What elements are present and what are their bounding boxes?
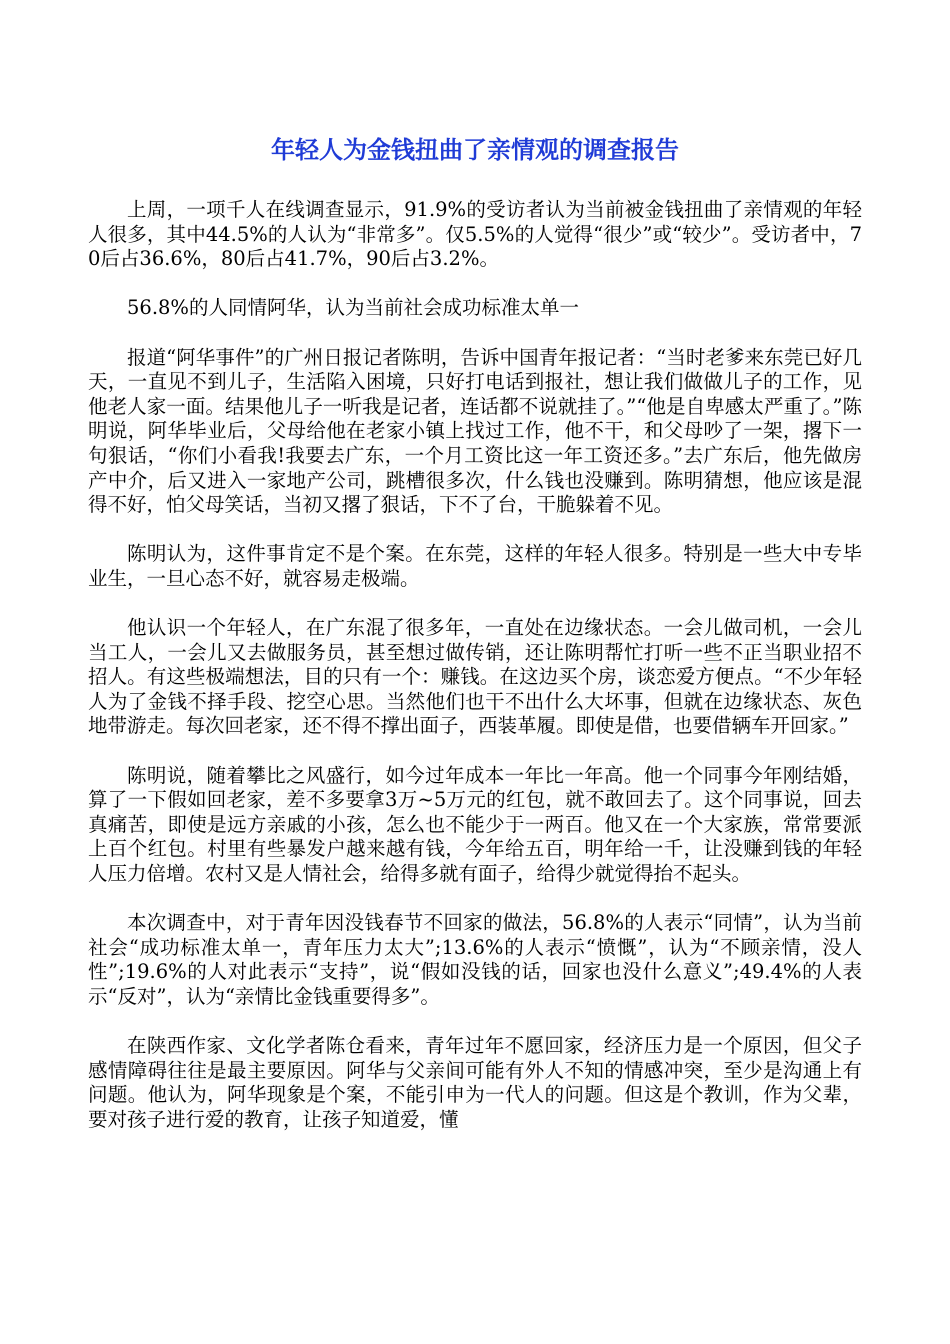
document-body: [88, 198, 862, 1133]
paragraph-reporter-account: 报道“阿华事件”的广州日报记者陈明，告诉中国青年报记者：“当时老爹来东莞已好几天，一直见不到儿子，生活陷入困境，只好打电话到报社，想让我们做做儿子的工作，见他老人家一面。结果他儿子一听我是记者，连话都不说就挂了。”“他是自卑感太严重了。”陈明说，阿华毕业后，父母给他在老家小镇上找过工作，他不干，和父母吵了一架，撂下一句狠话，“你们小看我!我要去广东，一个月工资比这一年工资还多。”去广东后，他先做房产中介，后又进入一家地产公司，跳槽很多次，什么钱也没赚到。陈明猜想，他应该是混得不好，怕父母笑话，当初又撂了狠话，下不了台，干脆躲着不见。: [88, 345, 862, 517]
paragraph-survey-attitudes: 本次调查中，对于青年因没钱春节不回家的做法，56.8%的人表示“同情”，认为当前社会“成功标准太单一，青年压力太大”;13.6%的人表示“愤慨”，认为“不顾亲情，没人性”;19.6%的人对此表示“支持”，说“假如没钱的话，回家也没什么意义”;49.4%的人表示“反对”，认为“亲情比金钱重要得多”。: [88, 911, 862, 1008]
paragraph-not-isolated-case: 陈明认为，这件事肯定不是个案。在东莞，这样的年轻人很多。特别是一些大中专毕业生，一旦心态不好，就容易走极端。: [88, 542, 862, 590]
paragraph-subheading: 56.8%的人同情阿华，认为当前社会成功标准太单一: [127, 296, 579, 320]
paragraph-holiday-costs: 陈明说，随着攀比之风盛行，如今过年成本一年比一年高。他一个同事今年刚结婚，算了一下假如回老家，差不多要拿3万~5万元的红包，就不敢回去了。这个同事说，回去真痛苦，即使是远方亲戚的小孩，怎么也不能少于一两百。他又在一个大家族，常常要派上百个红包。村里有些暴发户越来越有钱，今年给五百，明年给一千，让没赚到钱的年轻人压力倍增。农村又是人情社会，给得多就有面子，给得少就觉得抬不起头。: [88, 763, 862, 886]
paragraph-scholar-view: 在陕西作家、文化学者陈仓看来，青年过年不愿回家，经济压力是一个原因，但父子感情障碍往往是最主要原因。阿华与父亲间可能有外人不知的情感冲突，至少是沟通上有问题。他认为，阿华现象是个案，不能引申为一代人的问题。但这是个教训，作为父辈，要对孩子进行爱的教育，让孩子知道爱，懂: [88, 1034, 862, 1131]
document-title: 年轻人为金钱扭曲了亲情观的调查报告: [271, 136, 679, 164]
paragraph-young-man-example: 他认识一个年轻人，在广东混了很多年，一直处在边缘状态。一会儿做司机，一会儿当工人，一会儿又去做服务员，甚至想过做传销，还让陈明帮忙打听一些不正当职业招不招人。有这些极端想法，目的只有一个：赚钱。在这边买个房，谈恋爱方便点。“不少年轻人为了金钱不择手段、挖空心思。当然他们也干不出什么大坏事，但就在边缘状态、灰色地带游走。每次回老家，还不得不撑出面子，西装革履。即使是借，也要借辆车开回家。”: [88, 616, 862, 738]
paragraph-survey-summary: 上周，一项千人在线调查显示，91.9%的受访者认为当前被金钱扭曲了亲情观的年轻人很多，其中44.5%的人认为“非常多”。仅5.5%的人觉得“很少”或“较少”。受访者中，70后占36.6%，80后占41.7%，90后占3.2%。: [88, 198, 862, 271]
